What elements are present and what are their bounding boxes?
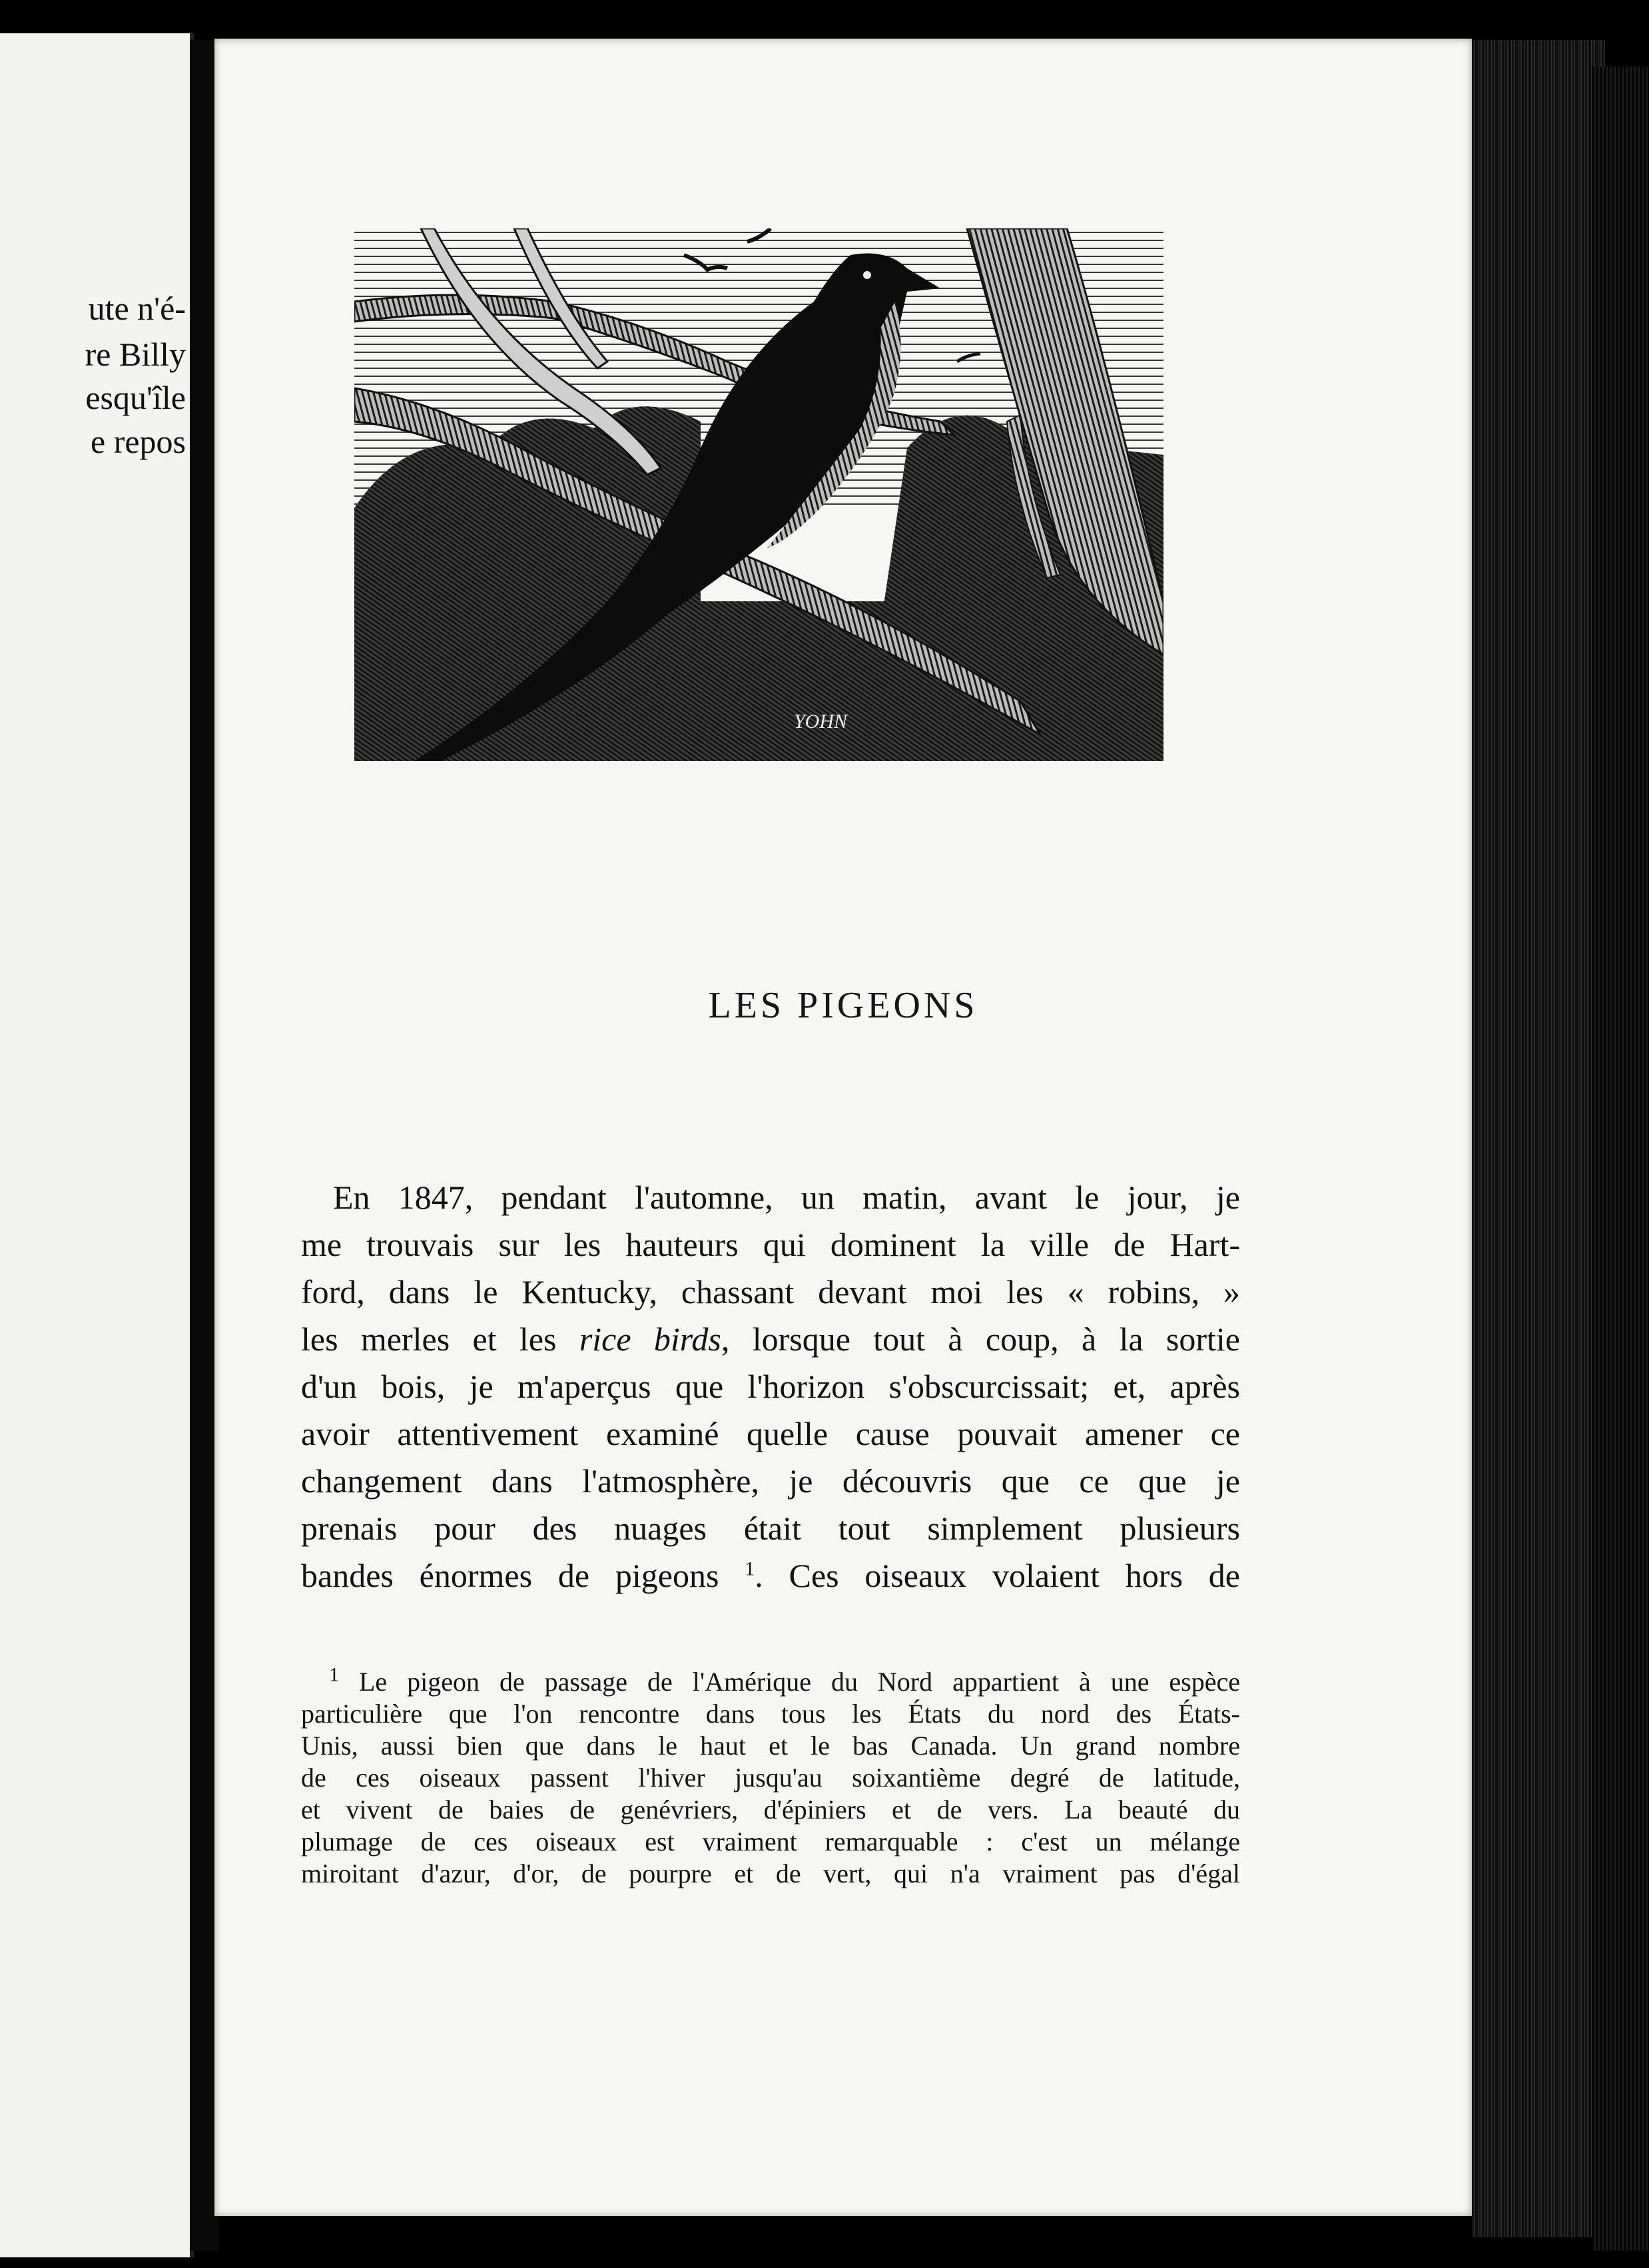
footnote-line: plumage de ces oiseaux est vraiment remarquable : c'est un mélange [301,1827,1240,1856]
text-run: bandes énormes de pigeons [301,1557,745,1594]
artist-signature: YOHN [794,710,848,732]
footnote-line [301,1663,1241,1698]
italic-term: rice birds [579,1320,721,1358]
text-line: avoir attentivement examiné quelle cause pouvait amener ce [301,1415,1240,1452]
pigeon-engraving [354,228,1163,761]
footnote [301,1663,1241,1890]
left-page-fragment: re Billy [85,336,186,373]
text-line: d'un bois, je m'aperçus que l'horizon s'obscurcissait; et, après [301,1368,1240,1405]
text-line [301,1316,1240,1363]
footnote-line: et vivent de baies de genévriers, d'épiniers et de vers. La beauté du [301,1795,1240,1825]
left-page-fragment: e repos [91,423,186,460]
footnote-reference[interactable]: 1 [745,1558,755,1580]
left-page-fragment: esqu'île [85,379,186,416]
text-line: me trouvais sur les hauteurs qui dominent la ville de Hart- [301,1226,1240,1263]
chapter-title: LES PIGEONS [708,985,978,1026]
text-run: les merles et les [301,1320,579,1358]
left-page-fragment: ute n'é- [88,290,186,327]
pigeon-eye [863,271,871,279]
footnote-line: Unis, aussi bien que dans le haut et le bas Canada. Un grand nombre [301,1731,1240,1761]
footnote-marker: 1 [329,1663,339,1686]
footnote-line: miroitant d'azur, d'or, de pourpre et de vert, qui n'a vraiment pas d'égal [301,1858,1240,1888]
text-line: ford, dans le Kentucky, chassant devant moi les « robins, » [301,1273,1240,1310]
body-paragraph [301,1174,1240,1599]
text-line: prenais pour des nuages était tout simplement plusieurs [301,1510,1240,1547]
text-line: En 1847, pendant l'automne, un matin, avant le jour, je [333,1179,1240,1216]
text-run: Le pigeon de passage de l'Amérique du Nord appartient à une espèce [358,1667,1241,1697]
footnote-line: particulière que l'on rencontre dans tous les États du nord des États- [301,1699,1240,1729]
text-line [301,1552,1240,1599]
book-cover-edge [1592,67,1649,2251]
text-run: , lorsque tout à coup, à la sortie [721,1320,1240,1358]
left-facing-page [0,33,194,2257]
footnote-line: de ces oiseaux passent l'hiver jusqu'au soixantième degré de latitude, [301,1763,1240,1793]
text-run: . Ces oiseaux volaient hors de [755,1557,1240,1594]
page-edges [1472,40,1605,2237]
text-line: changement dans l'atmosphère, je découvris que ce que je [301,1462,1240,1500]
